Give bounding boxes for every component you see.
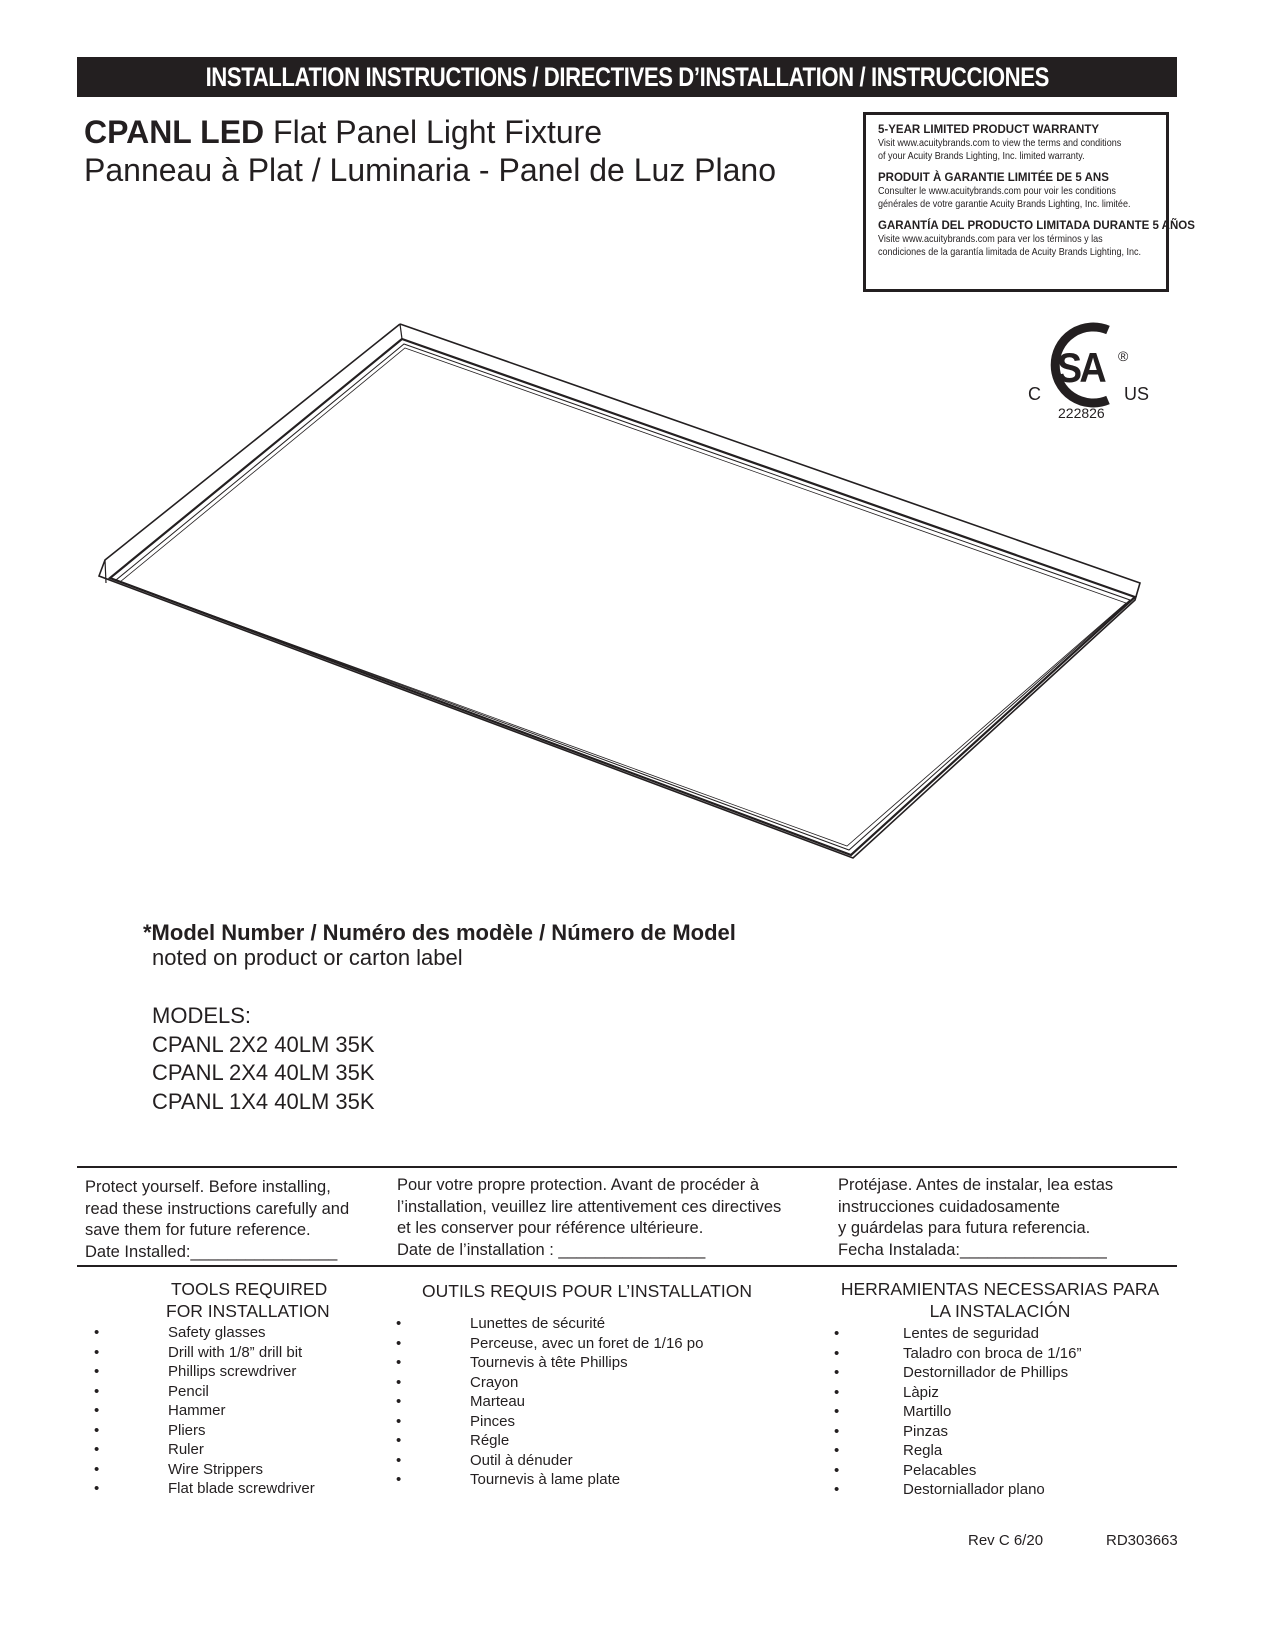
- revision-label: Rev C 6/20: [968, 1532, 1044, 1549]
- bullet-icon: •: [94, 1441, 100, 1458]
- list-item: • Drill with 1/8” drill bit: [94, 1343, 303, 1361]
- bullet-icon: •: [834, 1364, 840, 1381]
- divider: [77, 1265, 1177, 1267]
- list-item: • Safety glasses: [94, 1324, 266, 1341]
- list-item: • Pencil: [94, 1382, 209, 1400]
- bullet-icon: •: [834, 1325, 840, 1342]
- model-number-note: [143, 920, 736, 970]
- tools-required-es: [830, 1278, 1170, 1500]
- product-description-fr-es: Panneau à Plat / Luminaria - Panel de Luz Plano: [84, 152, 777, 188]
- models-list: [152, 1002, 375, 1116]
- bullet-icon: •: [396, 1373, 402, 1391]
- bullet-icon: •: [94, 1363, 100, 1380]
- tools-heading-es: HERRAMIENTAS NECESSARIAS PARA LA INSTALACIÓN: [840, 1279, 1160, 1321]
- tools-heading-en: TOOLS REQUIRED FOR INSTALLATION: [166, 1279, 330, 1321]
- list-item: • Làpiz: [834, 1383, 939, 1401]
- list-item: • Phillips screwdriver: [94, 1363, 297, 1380]
- list-item: • Régle: [396, 1432, 510, 1449]
- list-item: • Crayon: [396, 1373, 519, 1391]
- date-installation-label: Date de l’installation :: [397, 1240, 554, 1259]
- warranty-es: GARANTÍA DEL PRODUCTO LIMITADA DURANTE 5 AÑOS Visite www.acuitybrands.com para ver los términos y las condiciones de la garantía limitada de Acuity Brands Lighting, Inc.: [878, 220, 1195, 258]
- list-item: • Pliers: [94, 1421, 206, 1439]
- list-item: • Outil à dénuder: [396, 1451, 573, 1469]
- fecha-instalada-field[interactable]: ________________: [960, 1240, 1107, 1259]
- list-item: • Taladro con broca de 1/16”: [834, 1344, 1082, 1362]
- list-item: • Tournevis à lame plate: [396, 1471, 621, 1488]
- tools-list-es: [830, 1324, 1170, 1500]
- tools-required-fr: [396, 1280, 802, 1490]
- model-number-heading: *Model Number / Numéro des modèle / Número de Model: [143, 920, 736, 945]
- registered-mark: ®: [1118, 348, 1129, 364]
- list-item: • Regla: [834, 1442, 943, 1459]
- bullet-icon: •: [396, 1315, 402, 1332]
- bullet-icon: •: [396, 1451, 402, 1469]
- list-item: • Flat blade screwdriver: [94, 1480, 315, 1497]
- date-installation-field[interactable]: ________________: [553, 1240, 706, 1259]
- model-number-subheading: noted on product or carton label: [152, 945, 463, 970]
- bullet-icon: •: [94, 1460, 100, 1478]
- bullet-icon: •: [94, 1382, 100, 1400]
- bullet-icon: •: [834, 1442, 840, 1459]
- bullet-icon: •: [834, 1403, 840, 1420]
- list-item: • Pinzas: [834, 1422, 949, 1440]
- list-item: • Pelacables: [834, 1461, 977, 1479]
- svg-text:A: A: [1079, 345, 1107, 392]
- bullet-icon: •: [396, 1393, 402, 1410]
- model-item: CPANL 1X4 40LM 35K: [152, 1088, 375, 1114]
- csa-us-mark: US: [1124, 384, 1150, 404]
- bullet-icon: •: [834, 1461, 840, 1479]
- list-item: • Ruler: [94, 1441, 204, 1458]
- product-title: [84, 113, 776, 189]
- tools-heading-fr: OUTILS REQUIS POUR L’INSTALLATION: [422, 1281, 752, 1301]
- header-banner: [77, 57, 1177, 97]
- bullet-icon: •: [834, 1383, 840, 1401]
- svg-text:S: S: [1056, 345, 1083, 392]
- list-item: • Tournevis à tête Phillips: [396, 1354, 628, 1371]
- tools-list-en: [90, 1323, 390, 1499]
- list-item: • Marteau: [396, 1393, 526, 1410]
- product-description-en: Flat Panel Light Fixture: [264, 114, 603, 150]
- protect-notice-fr: Pour votre propre protection. Avant de procéder à l’installation, veuillez lire attentivement ces directives et les conserver pour référence ultérieure. Date de l’installation : ________________: [397, 1176, 782, 1259]
- divider: [77, 1166, 1177, 1168]
- bullet-icon: •: [94, 1343, 100, 1361]
- banner-title: INSTALLATION INSTRUCTIONS / DIRECTIVES D’INSTALLATION / INSTRUCCIONES: [205, 61, 1049, 92]
- csa-certificate-number: 222826: [1058, 405, 1105, 421]
- list-item: • Destornillador de Phillips: [834, 1364, 1069, 1381]
- fecha-instalada-label: Fecha Instalada:: [838, 1240, 960, 1259]
- list-item: • Lentes de seguridad: [834, 1325, 1039, 1342]
- warranty-fr: PRODUIT À GARANTIE LIMITÉE DE 5 ANS Consulter le www.acuitybrands.com pour voir les conditions générales de votre garantie Acuity Brands Lighting, Inc. limitée.: [878, 172, 1131, 210]
- bullet-icon: •: [94, 1402, 100, 1419]
- date-installed-field[interactable]: ________________: [190, 1242, 338, 1261]
- list-item: • Martillo: [834, 1403, 952, 1420]
- list-item: • Destorniallador plano: [834, 1481, 1045, 1498]
- bullet-icon: •: [396, 1412, 402, 1430]
- tools-required-en: [90, 1278, 390, 1499]
- warranty-en: 5-YEAR LIMITED PRODUCT WARRANTY Visit www.acuitybrands.com to view the terms and conditions of your Acuity Brands Lighting, Inc. limited warranty.: [878, 124, 1122, 162]
- model-item: CPANL 2X2 40LM 35K: [152, 1031, 375, 1057]
- protect-notice-en: Protect yourself. Before installing, read these instructions carefully and save them for future reference. Date Installed:________________: [85, 1178, 350, 1261]
- list-item: • Perceuse, avec un foret de 1/16 po: [396, 1334, 704, 1352]
- bullet-icon: •: [396, 1354, 402, 1371]
- bullet-icon: •: [94, 1480, 100, 1497]
- document-number: RD303663: [1106, 1532, 1178, 1549]
- list-item: • Pinces: [396, 1412, 516, 1430]
- model-item: CPANL 2X4 40LM 35K: [152, 1060, 375, 1085]
- warranty-box: [863, 112, 1195, 292]
- product-name: CPANL LED: [84, 114, 265, 150]
- models-label: MODELS:: [152, 1003, 252, 1028]
- protect-notice-es: Protéjase. Antes de instalar, lea estas instrucciones cuidadosamente y guárdelas para futura referencia. Fecha Instalada:________________: [838, 1176, 1114, 1259]
- bullet-icon: •: [396, 1432, 402, 1449]
- date-installed-label: Date Installed:: [85, 1242, 191, 1261]
- bullet-icon: •: [396, 1471, 402, 1488]
- list-item: • Hammer: [94, 1402, 226, 1419]
- bullet-icon: •: [834, 1481, 840, 1498]
- bullet-icon: •: [834, 1422, 840, 1440]
- bullet-icon: •: [834, 1344, 840, 1362]
- csa-c-mark: C: [1028, 384, 1041, 404]
- bullet-icon: •: [396, 1334, 402, 1352]
- list-item: • Lunettes de sécurité: [396, 1315, 606, 1332]
- bullet-icon: •: [94, 1324, 100, 1341]
- tools-list-fr: [392, 1314, 802, 1490]
- list-item: • Wire Strippers: [94, 1460, 264, 1478]
- bullet-icon: •: [94, 1421, 100, 1439]
